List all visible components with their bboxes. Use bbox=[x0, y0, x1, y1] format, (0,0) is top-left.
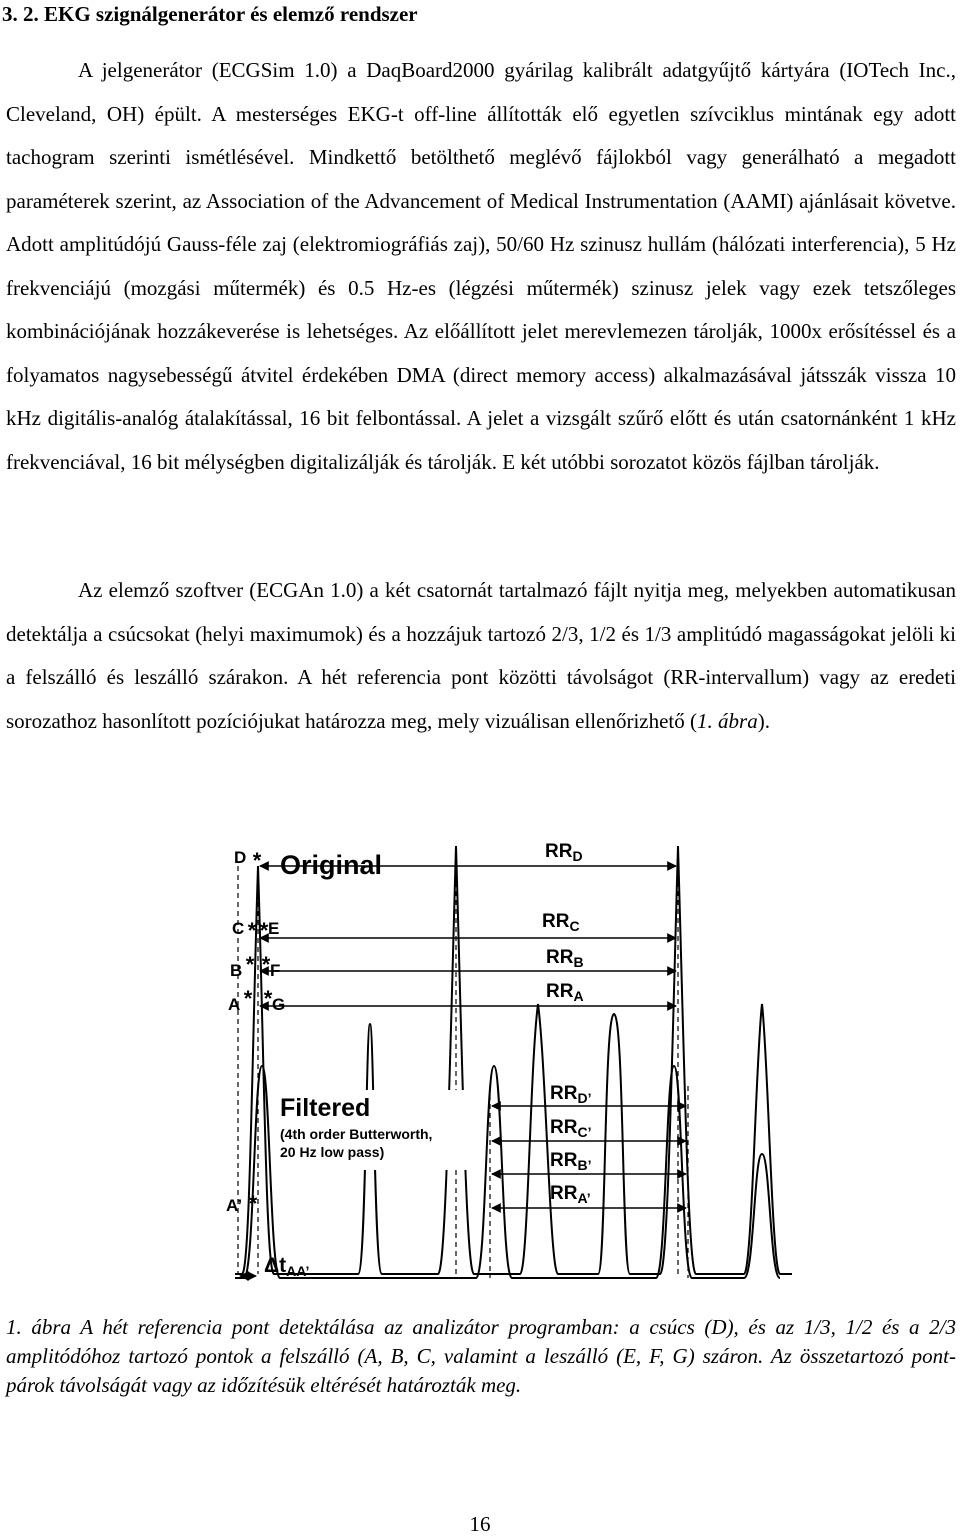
point-label-b: B bbox=[230, 961, 243, 980]
figure-reference: 1. ábra bbox=[697, 708, 758, 733]
filtered-subtitle-line2: 20 Hz low pass) bbox=[280, 1144, 385, 1160]
rr-label-b: $RR_B$ bbox=[546, 947, 584, 970]
ekg-reference-points-figure bbox=[220, 826, 800, 1286]
rr-label-c: $RR_C$ bbox=[542, 911, 580, 934]
original-ecg-trace bbox=[235, 846, 792, 1274]
point-label-a: A bbox=[228, 995, 241, 1014]
point-label-f: F bbox=[270, 961, 281, 980]
svg-text:*: * bbox=[263, 986, 273, 1011]
rr-label-a: $RR_A$ bbox=[546, 981, 584, 1004]
paragraph-analyzer-tail: ). bbox=[757, 708, 770, 733]
svg-text:*: * bbox=[245, 952, 255, 977]
svg-text:*: * bbox=[248, 1191, 258, 1216]
svg-text:*: * bbox=[259, 918, 269, 943]
rr-label-c-prime: $RR_{C’}$ bbox=[550, 1117, 592, 1140]
svg-text:*: * bbox=[261, 952, 271, 977]
figure-caption: 1. ábra A hét referencia pont detektálása az analizátor programban: a csúcs (D), és az 1/3, 1/2 és a 2/3 amplitódóhoz tartozó pontok a felszálló (A, B, C, valamint a leszálló (E, F, G) száron. Az összetartozó pont-párok távolságát vagy az időzítésük eltérését határozták meg. bbox=[6, 1315, 956, 1397]
filtered-subtitle-line1: (4th order Butterworth, bbox=[280, 1126, 433, 1142]
point-label-d: D bbox=[234, 848, 247, 867]
rr-label-a-prime: $RR_{A’}$ bbox=[550, 1183, 591, 1206]
paragraph-analyzer bbox=[6, 569, 956, 743]
svg-text:*: * bbox=[243, 986, 253, 1011]
rr-label-b-prime: $RR_{B’}$ bbox=[550, 1150, 592, 1173]
svg-text:*: * bbox=[247, 918, 257, 943]
original-title: Original bbox=[280, 850, 383, 880]
section-heading: 3. 2. EKG szignálgenerátor és elemző rendszer bbox=[2, 2, 418, 26]
point-label-c: C bbox=[232, 919, 245, 938]
rr-label-d: $RR_D$ bbox=[545, 841, 583, 864]
delta-t-label: ΔtAA’ bbox=[264, 1254, 310, 1279]
paragraph-analyzer-text: Az elemző szoftver (ECGAn 1.0) a két csatornát tartalmazó fájlt nyitja meg, melyekben automatikusan detektálja a csúcsokat (helyi maximumok) és a hozzájuk tartozó 2/3, 1/2 és 1/3 amplitúdó magasságokat jelöli ki a felszálló és leszálló szárakon. A hét referencia pont közötti távolságot (RR-intervallum) vagy az eredeti sorozathoz hasonlított pozíciójukat határozza meg, mely vizuálisan ellenőrizhető ( bbox=[6, 578, 956, 733]
svg-text:*: * bbox=[252, 848, 262, 873]
filtered-title-box bbox=[278, 1090, 468, 1170]
paragraph-signal-generator: A jelgenerátor (ECGSim 1.0) a DaqBoard2000 gyárilag kalibrált adatgyűjtő kártyára (IOTech Inc., Cleveland, OH) épült. A mesterséges EKG-t off-line állították elő egyetlen szívciklus mintának egy adott tachogram szerinti ismétlésével. Mindkettő betölthető meglévő fájlokból vagy generálható a megadott paraméterek szerint, az Association of the Advancement of Medical Instrumentation (AAMI) ajánlásait követve. Adott amplitúdójú Gauss-féle zaj (elektromiográfiás zaj), 50/60 Hz szinusz hullám (hálózati interferencia), 5 Hz frekvenciájú (mozgási műtermék) és 0.5 Hz-es (légzési műtermék) szinusz jelek vagy ezek tetszőleges kombinációjának hozzákeverése is lehetséges. Az előállított jelet merevlemezen tárolják, 1000x erősítéssel és a folyamatos nagysebességű átvitel érdekében DMA (direct memory access) alkalmazásával játsszák vissza 10 kHz digitális-analóg átalakítással, 16 bit felbontással. A jelet a vizsgált szűrő előtt és után csatornánként 1 kHz frekvenciával, 16 bit mélységben digitalizálják és tárolják. E két utóbbi sorozatot közös fájlban tárolják. bbox=[6, 58, 956, 474]
page-number: 16 bbox=[469, 1512, 491, 1536]
rr-label-d-prime: $RR_{D’}$ bbox=[550, 1083, 592, 1106]
point-label-g: G bbox=[272, 995, 286, 1014]
point-label-a-prime: A’ bbox=[226, 1196, 243, 1215]
filtered-title: Filtered bbox=[280, 1094, 371, 1122]
rr-arrows-original bbox=[260, 866, 676, 1006]
figure-svg bbox=[220, 826, 800, 1286]
point-label-e: E bbox=[268, 919, 280, 938]
